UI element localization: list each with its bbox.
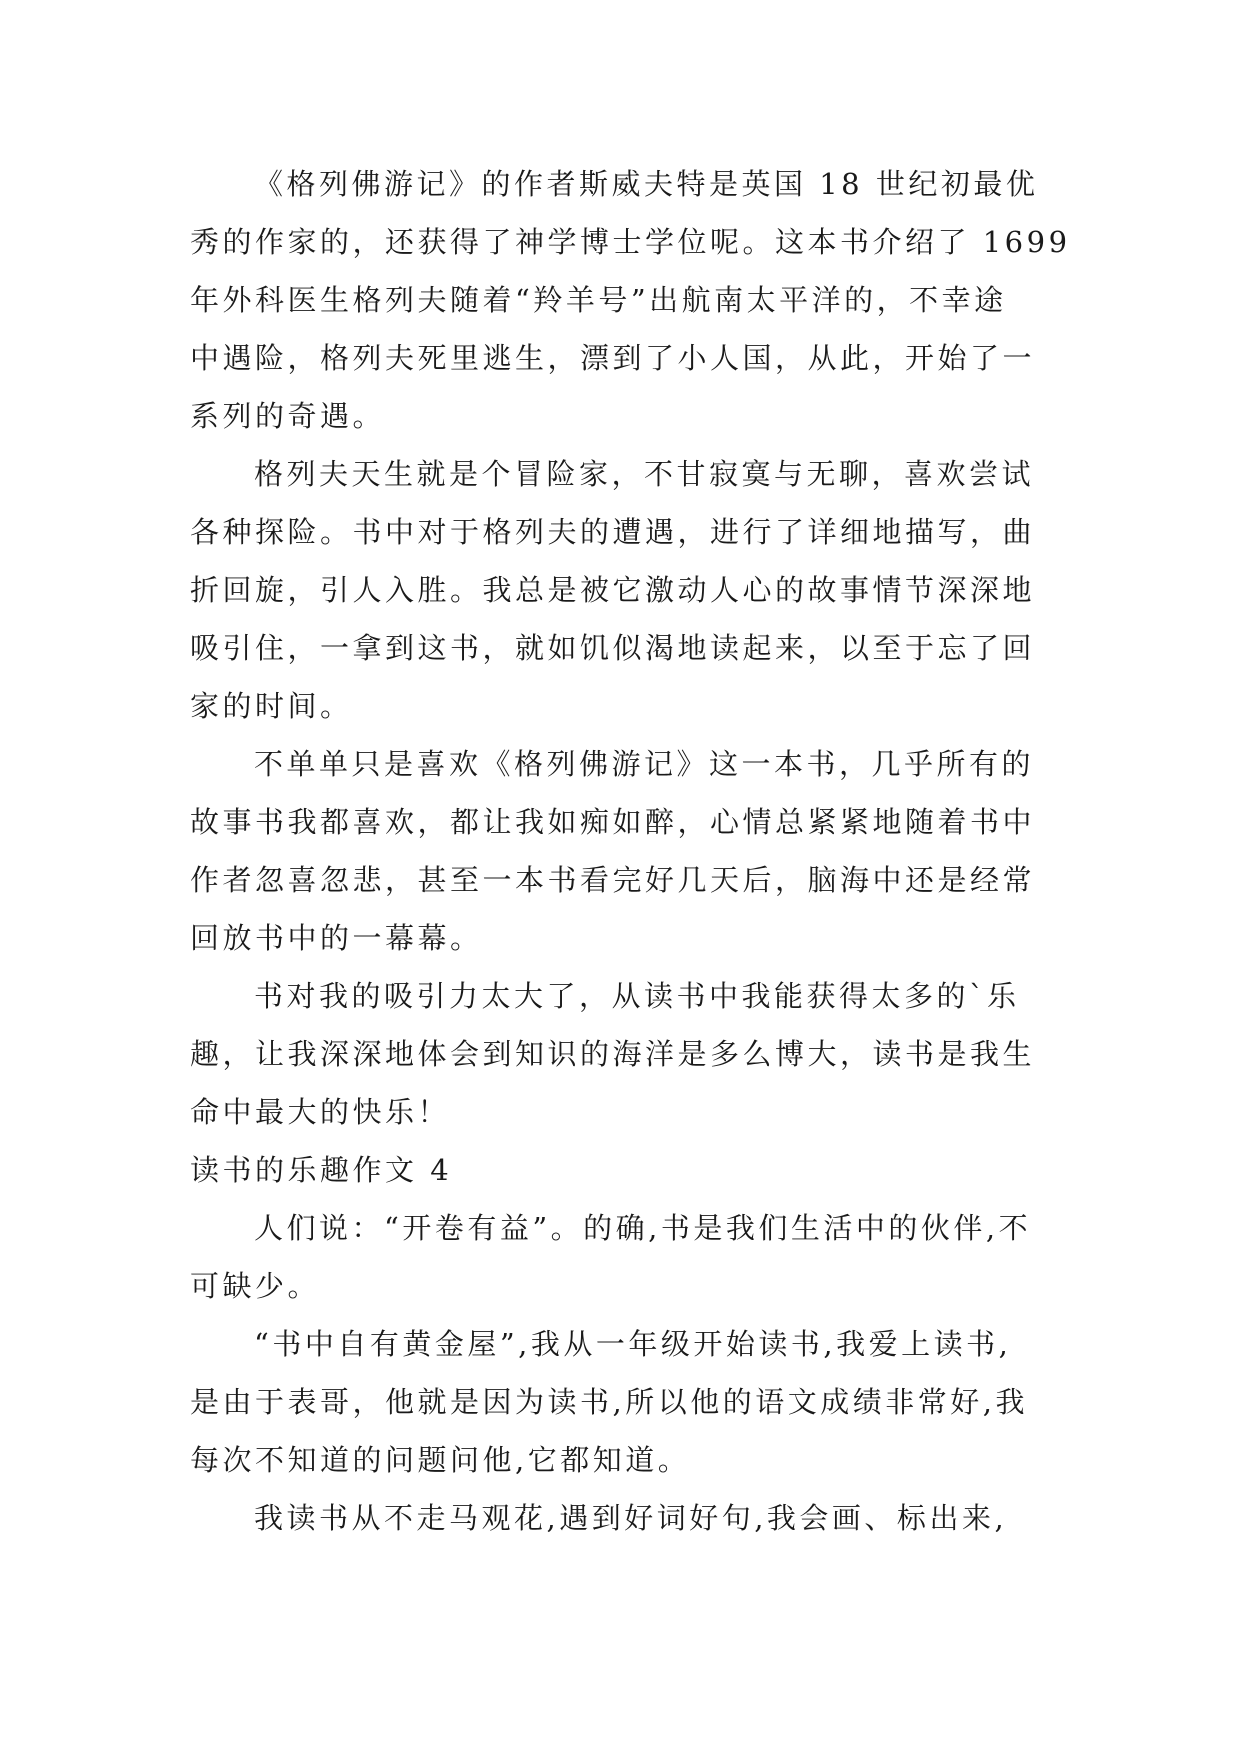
text-line: 《格列佛游记》的作者斯威夫特是英国 18 世纪初最优 xyxy=(254,167,1039,201)
text-line: 书对我的吸引力太大了，从读书中我能获得太多的`乐 xyxy=(254,979,1020,1013)
document-body xyxy=(190,155,1071,1547)
text-line: 回放书中的一幕幕。 xyxy=(190,921,483,955)
text-line: 秀的作家的，还获得了神学博士学位呢。这本书介绍了 1699 xyxy=(190,225,1071,259)
text-line: 命中最大的快乐！ xyxy=(190,1095,451,1129)
text-line: 吸引住，一拿到这书，就如饥似渴地读起来，以至于忘了回 xyxy=(190,631,1036,665)
text-line: 作者忽喜忽悲，甚至一本书看完好几天后，脑海中还是经常 xyxy=(190,863,1036,897)
text-line: 各种探险。书中对于格列夫的遭遇，进行了详细地描写，曲 xyxy=(190,515,1036,549)
text-line: 年外科医生格列夫随着“羚羊号”出航南太平洋的，不幸途 xyxy=(190,283,1007,317)
section-heading: 读书的乐趣作文 4 xyxy=(190,1153,453,1187)
text-line: 家的时间。 xyxy=(190,689,353,723)
text-line: 趣，让我深深地体会到知识的海洋是多么博大，读书是我生 xyxy=(190,1037,1036,1071)
text-line: 中遇险，格列夫死里逃生，漂到了小人国，从此，开始了一 xyxy=(190,341,1036,375)
text-line: 格列夫天生就是个冒险家，不甘寂寞与无聊，喜欢尝试 xyxy=(254,457,1035,491)
text-line: 折回旋，引人入胜。我总是被它激动人心的故事情节深深地 xyxy=(190,573,1036,607)
text-line: 故事书我都喜欢，都让我如痴如醉，心情总紧紧地随着书中 xyxy=(190,805,1036,839)
text-line: 是由于表哥，他就是因为读书,所以他的语文成绩非常好,我 xyxy=(190,1385,1028,1419)
text-line: 人们说：“开卷有益”。的确,书是我们生活中的伙伴,不 xyxy=(254,1211,1032,1245)
text-line: 系列的奇遇。 xyxy=(190,399,386,433)
text-line: “书中自有黄金屋”,我从一年级开始读书,我爱上读书, xyxy=(254,1327,1012,1361)
text-line: 每次不知道的问题问他,它都知道。 xyxy=(190,1443,691,1477)
text-line: 我读书从不走马观花,遇到好词好句,我会画、标出来, xyxy=(254,1501,1008,1535)
text-line: 可缺少。 xyxy=(190,1269,321,1303)
text-line: 不单单只是喜欢《格列佛游记》这一本书，几乎所有的 xyxy=(254,747,1035,781)
